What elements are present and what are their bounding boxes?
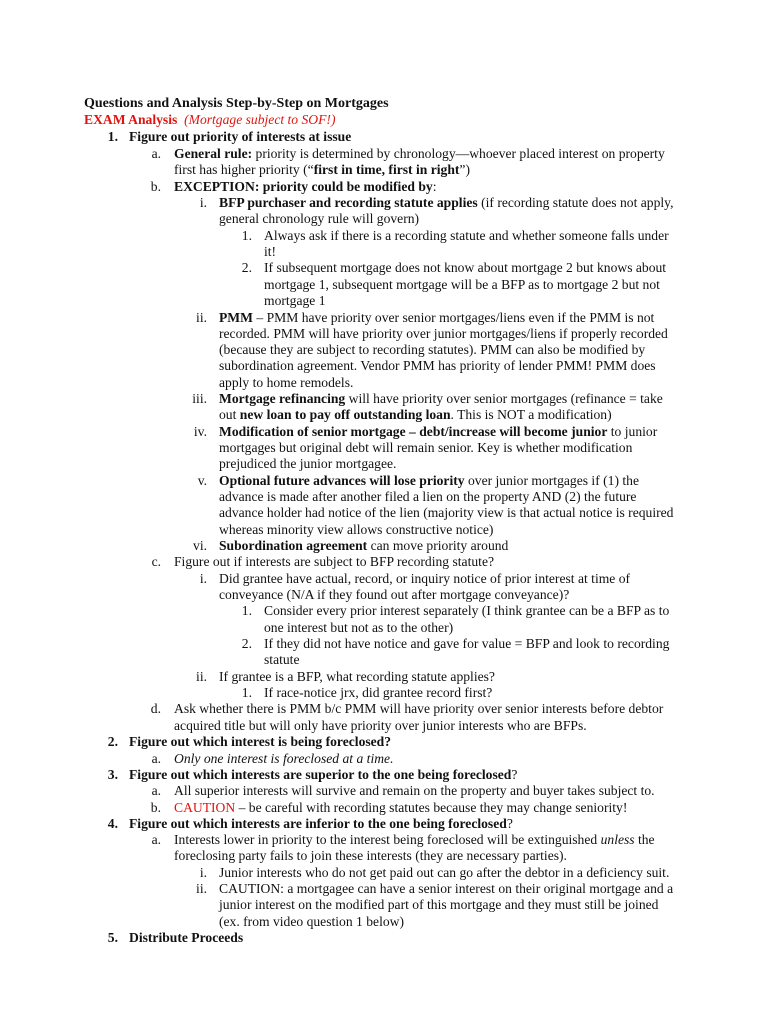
list-marker: iii. <box>192 391 207 406</box>
text-line: one interest but not as to the other) <box>264 620 454 635</box>
refinancing-label: Mortgage refinancing <box>219 391 346 406</box>
text-line: If race-notice jrx, did grantee record first? <box>264 685 493 700</box>
text-run: Interests lower in priority to the interest being foreclosed will be extinguished <box>174 832 601 847</box>
list-marker: ii. <box>196 310 207 325</box>
list-marker: 1. <box>241 228 252 243</box>
text-run: ”) <box>459 162 470 177</box>
section-3-heading: Figure out which interests are superior to the one being foreclosed <box>129 767 512 782</box>
list-marker: 1. <box>241 685 252 700</box>
future-advances-label: Optional future advances will lose priority <box>219 473 465 488</box>
list-marker: ii. <box>196 669 207 684</box>
document-title: Questions and Analysis Step-by-Step on Mortgages <box>84 96 389 111</box>
text-line: conveyance (N/A if they found out after mortgage conveyance)? <box>219 587 570 602</box>
list-marker: ii. <box>196 881 207 896</box>
list-marker: v. <box>197 473 207 488</box>
general-rule-label: General rule: <box>174 146 253 161</box>
list-marker: c. <box>151 554 161 569</box>
list-marker: 2. <box>241 260 252 275</box>
text-line: it! <box>264 244 277 259</box>
text-run: will have priority over senior mortgages (refinance = take <box>345 391 663 406</box>
text-run: ? <box>506 816 513 831</box>
caution-line <box>174 800 627 816</box>
section-5-number: 5. <box>107 930 118 945</box>
text-line: All superior interests will survive and remain on the property and buyer takes subject to. <box>174 783 655 798</box>
section-1-number: 1. <box>107 129 118 144</box>
text-line: advance is made after another filed a lien on the property AND (2) the future <box>219 489 637 504</box>
text-line: (because they are subject to recording statutes). PMM can also be modified by <box>219 342 646 357</box>
list-marker: b. <box>150 800 161 815</box>
exam-analysis-line <box>84 112 335 128</box>
text-line: If they did not have notice and gave for value = BFP and look to recording <box>264 636 670 651</box>
exception-label: EXCEPTION: priority could be modified by <box>174 179 433 194</box>
text-line: statute <box>264 652 300 667</box>
text-run: – be careful with recording statutes because they may change seniority! <box>235 800 628 815</box>
caution-label: CAUTION <box>174 800 236 815</box>
text-run: . This is NOT a modification) <box>450 407 612 422</box>
text-line: junior interest on the modified part of this mortgage and they must still be joined <box>219 897 659 912</box>
text-line: If subsequent mortgage does not know about mortgage 2 but knows about <box>264 260 667 275</box>
first-in-time-phrase: first in time, first in right <box>313 162 460 177</box>
list-marker: a. <box>151 832 161 847</box>
general-rule-line-1 <box>174 146 665 162</box>
text-run: can move priority around <box>367 538 509 553</box>
section-2-heading: Figure out which interest is being foreclosed? <box>129 734 392 749</box>
text-line: Always ask if there is a recording statute and whether someone falls under <box>264 228 669 243</box>
text-line: advance holder had notice of the lien (majority view is that actual notice is required <box>219 505 674 520</box>
list-marker: d. <box>150 701 161 716</box>
text-line: mortgage 1 <box>264 293 326 308</box>
bfp-line-1 <box>219 195 673 211</box>
list-marker: 1. <box>241 603 252 618</box>
section-3-number: 3. <box>107 767 118 782</box>
text-line: subordination agreement. Vendor PMM has priority of lender PMM! PMM does <box>219 358 656 373</box>
list-marker: i. <box>199 195 207 210</box>
bfp-label: BFP purchaser and recording statute applies <box>219 195 478 210</box>
text-run: : <box>432 179 437 194</box>
exam-label: EXAM Analysis <box>84 112 178 127</box>
refinancing-line-1 <box>219 391 663 407</box>
text-line: mortgage 1, subsequent mortgage will be a BFP as to mortgage 2 but not <box>264 277 660 292</box>
text-line: recorded. PMM will have priority over junior mortgages/liens if properly recorded <box>219 326 668 341</box>
new-loan-phrase: new loan to pay off outstanding loan <box>239 407 451 422</box>
list-marker: iv. <box>193 424 207 439</box>
section-4-heading: Figure out which interests are inferior to the one being foreclosed <box>129 816 507 831</box>
text-run: over junior mortgages if (1) the <box>464 473 639 488</box>
list-marker: vi. <box>193 538 207 553</box>
general-rule-line-2 <box>174 162 470 178</box>
list-marker: a. <box>151 751 161 766</box>
pmm-label: PMM <box>219 310 253 325</box>
text-line: mortgages but original debt will remain senior. Key is whether modification <box>219 440 633 455</box>
subordination-label: Subordination agreement <box>219 538 368 553</box>
text-line: Figure out if interests are subject to BFP recording statute? <box>174 554 495 569</box>
text-line: acquired title but will only have priority over junior interests who are BFPs. <box>174 718 587 733</box>
section-2-number: 2. <box>107 734 118 749</box>
text-line: Did grantee have actual, record, or inquiry notice of prior interest at time of <box>219 571 631 586</box>
text-line: whereas minority view allows constructive notice) <box>219 522 494 537</box>
list-marker: 2. <box>241 636 252 651</box>
list-marker: b. <box>150 179 161 194</box>
list-marker: a. <box>151 146 161 161</box>
text-line: Junior interests who do not get paid out can go after the debtor in a deficiency suit. <box>219 865 670 880</box>
text-run: – PMM have priority over senior mortgages/liens even if the PMM is not <box>252 310 655 325</box>
text-line: foreclosing party fails to join these interests (they are necessary parties). <box>174 848 567 863</box>
text-run: ? <box>511 767 518 782</box>
text-run: to junior <box>607 424 658 439</box>
pmm-line-1 <box>219 310 654 326</box>
text-run: the <box>634 832 655 847</box>
text-run: first has higher priority (“ <box>174 162 314 177</box>
exam-note: (Mortgage subject to SOF!) <box>184 112 336 127</box>
exception-line <box>174 179 436 195</box>
section-1-heading: Figure out priority of interests at issue <box>129 129 352 144</box>
text-line: If grantee is a BFP, what recording statute applies? <box>219 669 495 684</box>
bfp-line-2: general chronology rule will govern) <box>219 211 420 226</box>
text-line: Only one interest is foreclosed at a time. <box>174 751 394 766</box>
modification-line-1 <box>219 424 657 440</box>
text-run: priority is determined by chronology—whoever placed interest on property <box>252 146 665 161</box>
text-line: prejudiced the junior mortgagee. <box>219 456 397 471</box>
list-marker: i. <box>199 865 207 880</box>
list-marker: a. <box>151 783 161 798</box>
text-line: Consider every prior interest separately (I think grantee can be a BFP as to <box>264 603 670 618</box>
section-4-heading-line <box>129 816 513 832</box>
future-advances-line-1 <box>219 473 639 489</box>
text-run: out <box>219 407 240 422</box>
text-line: CAUTION: a mortgagee can have a senior interest on their original mortgage and a <box>219 881 674 896</box>
section-5-heading: Distribute Proceeds <box>129 930 244 945</box>
text-line: apply to home remodels. <box>219 375 354 390</box>
subordination-line <box>219 538 508 554</box>
unless-word: unless <box>600 832 635 847</box>
text-line: Ask whether there is PMM b/c PMM will have priority over senior interests before debtor <box>174 701 664 716</box>
modification-label: Modification of senior mortgage – debt/increase will become junior <box>219 424 608 439</box>
list-marker: i. <box>199 571 207 586</box>
refinancing-line-2 <box>219 407 612 423</box>
text-run: (if recording statute does not apply, <box>477 195 674 210</box>
section-4-number: 4. <box>107 816 118 831</box>
text-line: (ex. from video question 1 below) <box>219 914 404 929</box>
extinguished-line <box>174 832 655 848</box>
section-3-heading-line <box>129 767 517 783</box>
